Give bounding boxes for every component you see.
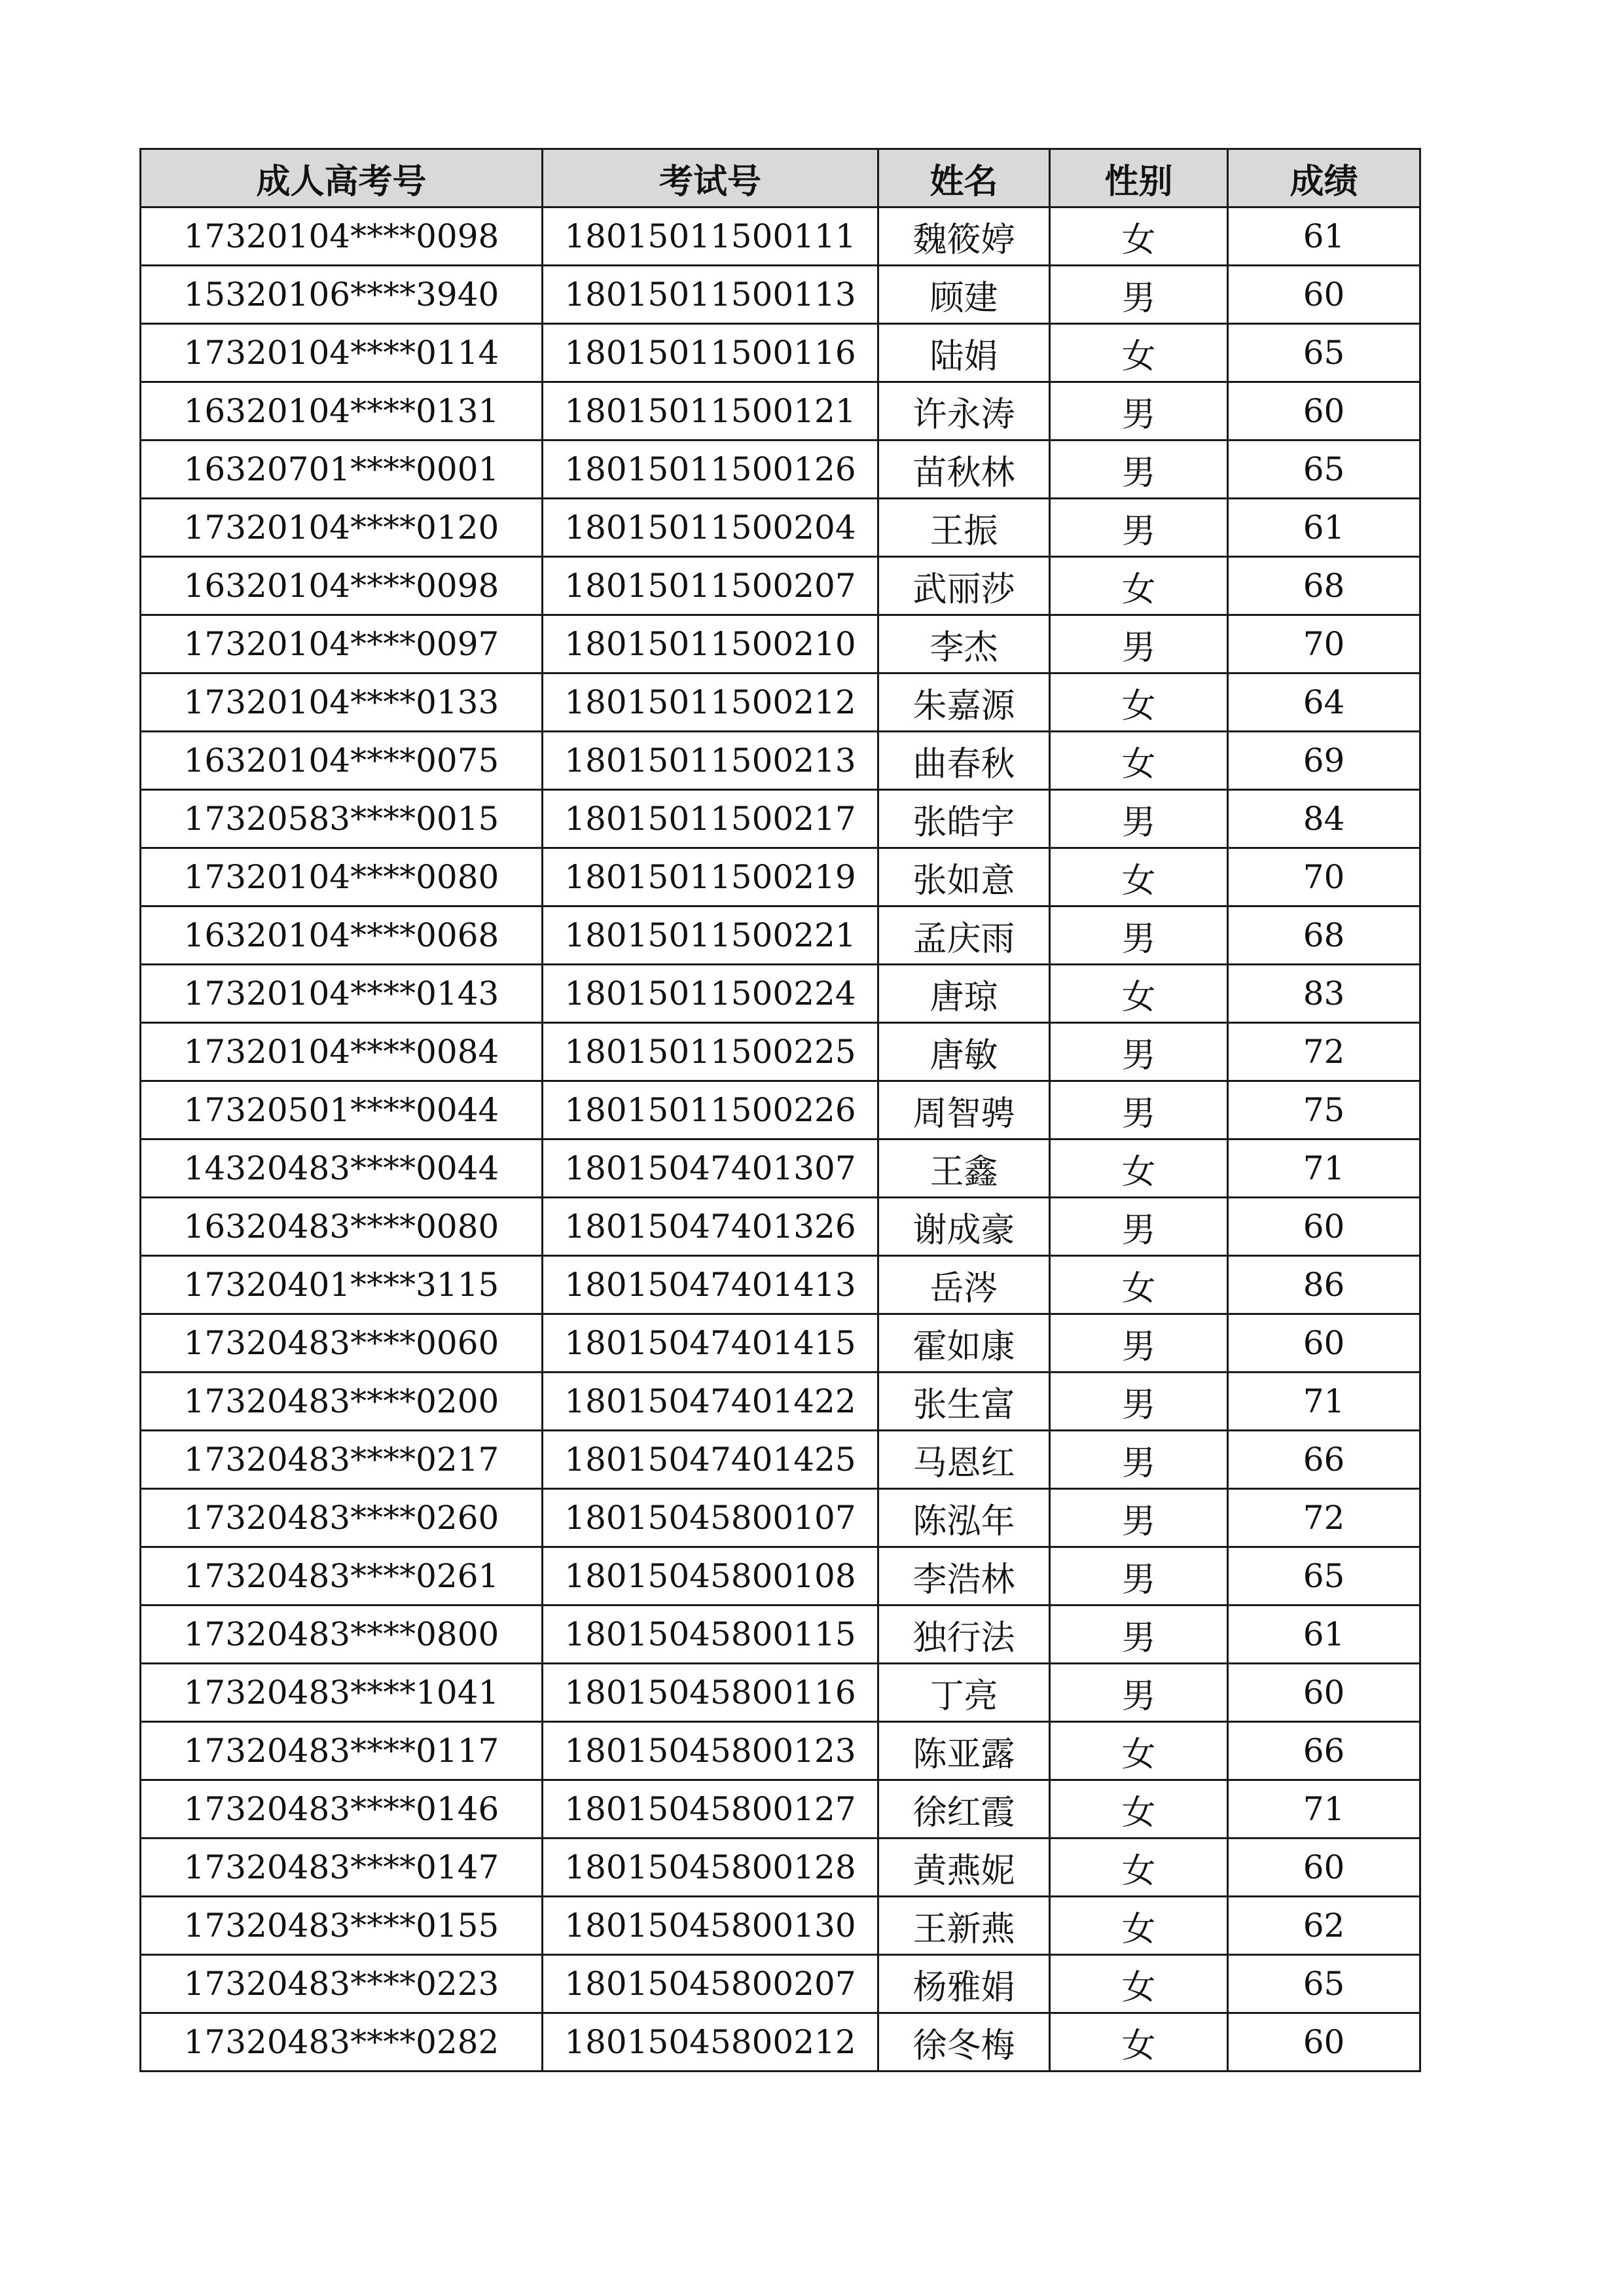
score-cell: 65	[1228, 1547, 1420, 1605]
exam-number-cell: 18015011500126	[543, 440, 878, 499]
name-cell: 苗秋林	[878, 440, 1050, 499]
header-exam-number: 考试号	[543, 149, 878, 207]
exam-number-cell: 18015011500219	[543, 848, 878, 906]
table-body	[141, 207, 1420, 2072]
score-table	[139, 148, 1421, 2072]
score-cell: 66	[1228, 1431, 1420, 1489]
exam-number-cell: 18015011500204	[543, 499, 878, 557]
header-row	[141, 149, 1420, 207]
gender-cell: 女	[1050, 324, 1228, 382]
table-row	[141, 207, 1420, 266]
name-cell: 李杰	[878, 615, 1050, 673]
table-row	[141, 1372, 1420, 1431]
score-cell: 60	[1228, 382, 1420, 440]
table-row	[141, 1431, 1420, 1489]
name-cell: 王新燕	[878, 1897, 1050, 1955]
adult-exam-number-cell: 17320104****0120	[141, 499, 543, 557]
adult-exam-number-cell: 17320483****0282	[141, 2013, 543, 2072]
table-row	[141, 965, 1420, 1023]
exam-number-cell: 18015047401415	[543, 1314, 878, 1372]
exam-number-cell: 18015011500210	[543, 615, 878, 673]
adult-exam-number-cell: 17320483****0260	[141, 1489, 543, 1547]
table-row	[141, 1664, 1420, 1722]
gender-cell: 男	[1050, 615, 1228, 673]
name-cell: 孟庆雨	[878, 906, 1050, 965]
gender-cell: 男	[1050, 1431, 1228, 1489]
adult-exam-number-cell: 16320104****0098	[141, 557, 543, 615]
exam-number-cell: 18015045800115	[543, 1605, 878, 1664]
score-cell: 60	[1228, 266, 1420, 324]
name-cell: 许永涛	[878, 382, 1050, 440]
adult-exam-number-cell: 17320104****0098	[141, 207, 543, 266]
score-cell: 68	[1228, 557, 1420, 615]
exam-number-cell: 18015045800107	[543, 1489, 878, 1547]
gender-cell: 女	[1050, 848, 1228, 906]
gender-cell: 女	[1050, 1139, 1228, 1198]
exam-number-cell: 18015011500121	[543, 382, 878, 440]
name-cell: 周智骋	[878, 1081, 1050, 1139]
name-cell: 张生富	[878, 1372, 1050, 1431]
table-header	[141, 149, 1420, 207]
gender-cell: 男	[1050, 1081, 1228, 1139]
name-cell: 陆娟	[878, 324, 1050, 382]
name-cell: 岳涔	[878, 1256, 1050, 1314]
name-cell: 徐红霞	[878, 1780, 1050, 1839]
gender-cell: 男	[1050, 1198, 1228, 1256]
name-cell: 张如意	[878, 848, 1050, 906]
name-cell: 唐敏	[878, 1023, 1050, 1081]
exam-number-cell: 18015045800123	[543, 1722, 878, 1780]
gender-cell: 男	[1050, 906, 1228, 965]
score-cell: 72	[1228, 1023, 1420, 1081]
table-row	[141, 2013, 1420, 2072]
exam-number-cell: 18015011500221	[543, 906, 878, 965]
table-row	[141, 1023, 1420, 1081]
gender-cell: 女	[1050, 557, 1228, 615]
score-cell: 71	[1228, 1780, 1420, 1839]
adult-exam-number-cell: 14320483****0044	[141, 1139, 543, 1198]
score-cell: 60	[1228, 2013, 1420, 2072]
adult-exam-number-cell: 17320104****0114	[141, 324, 543, 382]
exam-number-cell: 18015045800130	[543, 1897, 878, 1955]
gender-cell: 男	[1050, 1547, 1228, 1605]
adult-exam-number-cell: 16320104****0068	[141, 906, 543, 965]
exam-number-cell: 18015045800108	[543, 1547, 878, 1605]
table-row	[141, 615, 1420, 673]
score-cell: 71	[1228, 1139, 1420, 1198]
score-cell: 60	[1228, 1198, 1420, 1256]
table-row	[141, 732, 1420, 790]
exam-number-cell: 18015045800207	[543, 1955, 878, 2013]
adult-exam-number-cell: 17320104****0143	[141, 965, 543, 1023]
header-gender: 性别	[1050, 149, 1228, 207]
adult-exam-number-cell: 17320104****0084	[141, 1023, 543, 1081]
gender-cell: 女	[1050, 673, 1228, 732]
name-cell: 黄燕妮	[878, 1839, 1050, 1897]
gender-cell: 男	[1050, 1314, 1228, 1372]
adult-exam-number-cell: 16320701****0001	[141, 440, 543, 499]
table-row	[141, 1256, 1420, 1314]
name-cell: 王振	[878, 499, 1050, 557]
score-cell: 71	[1228, 1372, 1420, 1431]
score-cell: 60	[1228, 1664, 1420, 1722]
adult-exam-number-cell: 17320501****0044	[141, 1081, 543, 1139]
score-cell: 86	[1228, 1256, 1420, 1314]
score-cell: 68	[1228, 906, 1420, 965]
exam-number-cell: 18015011500225	[543, 1023, 878, 1081]
adult-exam-number-cell: 17320483****0217	[141, 1431, 543, 1489]
score-cell: 69	[1228, 732, 1420, 790]
table-row	[141, 440, 1420, 499]
exam-number-cell: 18015047401307	[543, 1139, 878, 1198]
table-row	[141, 1489, 1420, 1547]
adult-exam-number-cell: 17320401****3115	[141, 1256, 543, 1314]
adult-exam-number-cell: 17320483****0223	[141, 1955, 543, 2013]
gender-cell: 女	[1050, 965, 1228, 1023]
exam-number-cell: 18015011500113	[543, 266, 878, 324]
name-cell: 陈泓年	[878, 1489, 1050, 1547]
name-cell: 谢成豪	[878, 1198, 1050, 1256]
adult-exam-number-cell: 16320104****0075	[141, 732, 543, 790]
adult-exam-number-cell: 17320483****0117	[141, 1722, 543, 1780]
adult-exam-number-cell: 16320104****0131	[141, 382, 543, 440]
table-row	[141, 848, 1420, 906]
exam-number-cell: 18015011500213	[543, 732, 878, 790]
table-row	[141, 557, 1420, 615]
exam-number-cell: 18015047401425	[543, 1431, 878, 1489]
score-cell: 83	[1228, 965, 1420, 1023]
exam-number-cell: 18015045800212	[543, 2013, 878, 2072]
table-row	[141, 1955, 1420, 2013]
gender-cell: 女	[1050, 1722, 1228, 1780]
adult-exam-number-cell: 17320483****0155	[141, 1897, 543, 1955]
score-cell: 62	[1228, 1897, 1420, 1955]
score-cell: 65	[1228, 440, 1420, 499]
score-cell: 65	[1228, 324, 1420, 382]
exam-number-cell: 18015045800127	[543, 1780, 878, 1839]
exam-number-cell: 18015011500226	[543, 1081, 878, 1139]
name-cell: 王鑫	[878, 1139, 1050, 1198]
table-row	[141, 1780, 1420, 1839]
adult-exam-number-cell: 17320483****0146	[141, 1780, 543, 1839]
name-cell: 李浩林	[878, 1547, 1050, 1605]
name-cell: 顾建	[878, 266, 1050, 324]
exam-number-cell: 18015011500111	[543, 207, 878, 266]
table-row	[141, 1547, 1420, 1605]
table-row	[141, 324, 1420, 382]
adult-exam-number-cell: 17320483****0800	[141, 1605, 543, 1664]
header-adult-exam-number: 成人高考号	[141, 149, 543, 207]
exam-number-cell: 18015045800116	[543, 1664, 878, 1722]
score-cell: 70	[1228, 848, 1420, 906]
score-cell: 70	[1228, 615, 1420, 673]
adult-exam-number-cell: 17320483****1041	[141, 1664, 543, 1722]
adult-exam-number-cell: 17320104****0097	[141, 615, 543, 673]
score-cell: 72	[1228, 1489, 1420, 1547]
adult-exam-number-cell: 17320104****0133	[141, 673, 543, 732]
gender-cell: 女	[1050, 1256, 1228, 1314]
adult-exam-number-cell: 17320104****0080	[141, 848, 543, 906]
table-row	[141, 499, 1420, 557]
adult-exam-number-cell: 15320106****3940	[141, 266, 543, 324]
table-row	[141, 382, 1420, 440]
table-row	[141, 790, 1420, 848]
exam-number-cell: 18015011500207	[543, 557, 878, 615]
score-cell: 84	[1228, 790, 1420, 848]
table-row	[141, 1839, 1420, 1897]
gender-cell: 女	[1050, 1897, 1228, 1955]
exam-number-cell: 18015011500217	[543, 790, 878, 848]
gender-cell: 男	[1050, 1372, 1228, 1431]
name-cell: 张皓宇	[878, 790, 1050, 848]
gender-cell: 男	[1050, 1489, 1228, 1547]
table-row	[141, 1722, 1420, 1780]
adult-exam-number-cell: 17320583****0015	[141, 790, 543, 848]
exam-number-cell: 18015047401413	[543, 1256, 878, 1314]
table-row	[141, 1897, 1420, 1955]
exam-number-cell: 18015011500116	[543, 324, 878, 382]
header-name: 姓名	[878, 149, 1050, 207]
name-cell: 朱嘉源	[878, 673, 1050, 732]
gender-cell: 男	[1050, 266, 1228, 324]
score-cell: 65	[1228, 1955, 1420, 2013]
gender-cell: 女	[1050, 1955, 1228, 2013]
name-cell: 曲春秋	[878, 732, 1050, 790]
name-cell: 马恩红	[878, 1431, 1050, 1489]
name-cell: 陈亚露	[878, 1722, 1050, 1780]
gender-cell: 男	[1050, 1605, 1228, 1664]
adult-exam-number-cell: 16320483****0080	[141, 1198, 543, 1256]
table-row	[141, 906, 1420, 965]
gender-cell: 女	[1050, 1780, 1228, 1839]
gender-cell: 男	[1050, 790, 1228, 848]
gender-cell: 男	[1050, 1023, 1228, 1081]
name-cell: 魏筱婷	[878, 207, 1050, 266]
table-row	[141, 1139, 1420, 1198]
gender-cell: 男	[1050, 1664, 1228, 1722]
name-cell: 武丽莎	[878, 557, 1050, 615]
score-cell: 61	[1228, 499, 1420, 557]
name-cell: 徐冬梅	[878, 2013, 1050, 2072]
table-row	[141, 1605, 1420, 1664]
adult-exam-number-cell: 17320483****0147	[141, 1839, 543, 1897]
table-row	[141, 266, 1420, 324]
exam-number-cell: 18015047401326	[543, 1198, 878, 1256]
gender-cell: 男	[1050, 499, 1228, 557]
name-cell: 杨雅娟	[878, 1955, 1050, 2013]
score-cell: 60	[1228, 1314, 1420, 1372]
table-row	[141, 1081, 1420, 1139]
score-cell: 61	[1228, 207, 1420, 266]
score-cell: 75	[1228, 1081, 1420, 1139]
name-cell: 霍如康	[878, 1314, 1050, 1372]
score-cell: 66	[1228, 1722, 1420, 1780]
score-cell: 60	[1228, 1839, 1420, 1897]
gender-cell: 女	[1050, 207, 1228, 266]
adult-exam-number-cell: 17320483****0060	[141, 1314, 543, 1372]
score-cell: 64	[1228, 673, 1420, 732]
gender-cell: 男	[1050, 440, 1228, 499]
gender-cell: 女	[1050, 2013, 1228, 2072]
adult-exam-number-cell: 17320483****0200	[141, 1372, 543, 1431]
score-cell: 61	[1228, 1605, 1420, 1664]
header-score: 成绩	[1228, 149, 1420, 207]
exam-number-cell: 18015011500224	[543, 965, 878, 1023]
name-cell: 独行法	[878, 1605, 1050, 1664]
gender-cell: 女	[1050, 1839, 1228, 1897]
table-row	[141, 1198, 1420, 1256]
exam-number-cell: 18015045800128	[543, 1839, 878, 1897]
adult-exam-number-cell: 17320483****0261	[141, 1547, 543, 1605]
table-row	[141, 1314, 1420, 1372]
name-cell: 丁亮	[878, 1664, 1050, 1722]
gender-cell: 女	[1050, 732, 1228, 790]
exam-number-cell: 18015011500212	[543, 673, 878, 732]
exam-number-cell: 18015047401422	[543, 1372, 878, 1431]
table-row	[141, 673, 1420, 732]
gender-cell: 男	[1050, 382, 1228, 440]
name-cell: 唐琼	[878, 965, 1050, 1023]
